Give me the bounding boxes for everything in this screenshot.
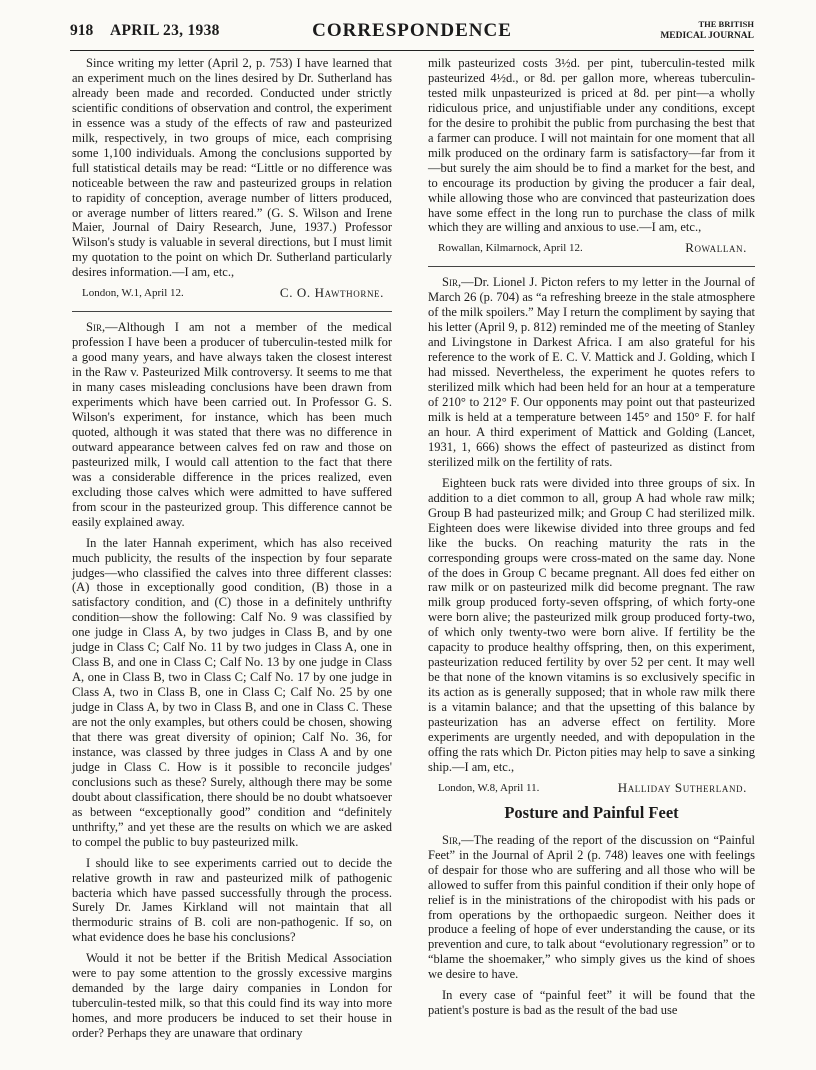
salutation: Sir,	[86, 320, 106, 335]
journal-name	[660, 18, 754, 42]
signature	[72, 286, 392, 301]
signature-name: Rowallan.	[685, 240, 747, 256]
signature	[428, 781, 755, 796]
journal-name-line2: MEDICAL JOURNAL	[660, 31, 754, 41]
page-header	[70, 14, 754, 51]
letter-paragraph: Eighteen buck rats were divided into three groups of six. In addition to a diet common to all, group A had whole raw milk; Group B had pasteurized milk; and Group C had sterilized milk. Eighteen does were likewise divided into three groups and fed like the bucks. On reaching maturity the rats in the corresponding groups were cross-mated on the same day. None of the does in Group C became pregnant. All does fed either on raw milk or on pasteurized milk did become pregnant. The raw milk group produced forty-seven offspring, of which forty-one were born alive; the pasteurized milk group produced forty-two, of which only twenty-two were born alive. If fertility be the capacity to produce healthy offspring, then, on this experiment, pasteurization reduced fertility by over 52 per cent. It may well be that none of the known vitamins is so exclusively specific in its action as is generally supposed; that in whole raw milk there is a vitamin balance; and that the upsetting of this balance by pasteurization has an adverse effect on fertility. More experiments are urgently needed, and with depopulation in the offing the rats which Dr. Picton pities may help to save a sinking ship.—I am, etc.,	[428, 475, 755, 774]
left-column	[72, 56, 392, 1047]
letter-paragraph: Would it not be better if the British Medical Association were to pay some attention to the grossly excessive margins demanded by the large dairy companies in London for tuberculin-tested milk, so that this could find its way into more homes, and more producers be induced to set their house in order? Perhaps they are unaware that ordinary	[72, 951, 392, 1041]
letter-paragraph: In every case of “painful feet” it will be found that the patient's posture is bad as the result of the bad use	[428, 988, 755, 1018]
letter-paragraph: milk pasteurized costs 3½d. per pint, tuberculin-tested milk pasteurized 4½d., or 8d. per gallon more, whereas tuberculin-tested milk unpasteurized is priced at 8d. per pint—a wholly ridiculous price, and unjustifiable under any conditions, except for the desire to prohibit the public from purchasing the best that a farmer can produce. I will not maintain for one moment that all milk produced on the ordinary farm is satisfactory—far from it—but surely the aim should be to find a market for the best, and to encourage its production by giving the producer a fair deal, while allowing those who are convinced that pasteurization does have some effect in the long run to purchase the class of milk which they are willing and anxious to use.—I am, etc.,	[428, 56, 755, 235]
letter-paragraph	[428, 275, 755, 469]
signature-place: London, W.1, April 12.	[82, 287, 184, 300]
letter-paragraph	[428, 833, 755, 983]
letter-paragraph: I should like to see experiments carried out to decide the relative growth in raw and pasteurized milk of pathogenic bacteria which have passed successfully through the process. Surely Dr. James Kirkland will not maintain that all thermoduric strains of B. coli are non-pathogenic. If so, on what evidence does he base his conclusions?	[72, 855, 392, 945]
letter-paragraph	[72, 320, 392, 529]
signature-name: C. O. Hawthorne.	[279, 285, 384, 301]
letter-paragraph: In the later Hannah experiment, which has also received much publicity, the results of the inspection by four separate judges—who classified the calves into three different classes: (A) those in exceptionally good condition, (B) those in a satisfactory condition, and (C) those in a definitely unthrifty condition—show the following: Calf No. 9 was classified by one judge in Class A, by two judges in Class B, and by one judge in Class C; Calf No. 11 by two judges in Class A, one in Class B, and one in Class C; Calf No. 13 by one judge in Class A, one in Class B, two in Class C; Calf No. 17 by one judge in Class A, two in Class B, one in Class C; Calf No. 25 by one judge in Class A, by two in Class B, and one in Class C. These are not the only examples, but others could be chosen, showing that there was great diversity of opinion; Calf No. 36, for instance, was classed by three judges in Class A and by one judge in Class C. How is it possible to reconcile judges' conclusions such as these? Surely, although there may be some doubt about classification, there should be no doubt whatsoever as between “exceptionally good” condition and “definitely unthrifty,” and yet these are the results on which we are asked to compel the public to buy pasteurized milk.	[72, 535, 392, 849]
letter-paragraph: Since writing my letter (April 2, p. 753) I have learned that an experiment much on the lines desired by Dr. Sutherland has already been made and recorded. Conducted under strictly scientific conditions of observation and control, the experiment in essence was a study of the effects of raw and pasteurized milk, respectively, in two groups of mice, each comprising some 1,100 individuals. Among the conclusions supported by full statistical details may be read: “Little or no difference was noticeable between the raw and pasteurized groups in relation to rapidity of conception, average number of litters produced, or average number of litters reared.” (G. S. Wilson and Irene Maier, Journal of Dairy Research, June, 1937.) Professor Wilson's study is valuable in several directions, but I must limit my quotation to the point on which Dr. Sutherland particularly desires information.—I am, etc.,	[72, 56, 392, 280]
issue-date: APRIL 23, 1938	[110, 22, 220, 39]
letter-text: —Dr. Lionel J. Picton refers to my letter in the Journal of March 26 (p. 704) as “a refreshing breeze in the stale atmosphere of the milk spoilers.” May I return the compliment by saying that his letter (April 9, p. 812) reminded me of the meeting of Stanley and Livingstone in Darkest Africa. I am also grateful for his reference to the work of E. C. V. Mattick and J. Golding, which I had missed. Nevertheless, the experiment he quotes refers to sterilized milk which had been held for an hour at a temperature of 210° to 212° F. Our opponents may point out that pasteurized milk is held at a temperature between 145° and 150° F. for half an hour. A third experiment of Mattick and Golding (Lancet, 1931, 1, 666) shows the effect of pasteurized as distinct from sterilized milk on the fertility of rats.	[428, 275, 755, 469]
salutation: Sir,	[442, 832, 462, 847]
page-number: 918	[70, 22, 94, 39]
journal-name-line1: THE BRITISH	[698, 19, 754, 29]
signature-place: Rowallan, Kilmarnock, April 12.	[438, 242, 583, 255]
section-title: CORRESPONDENCE	[312, 20, 512, 41]
letter-text: —Although I am not a member of the medical profession I have been a producer of tuberculin-tested milk for a good many years, and have always taken the closest interest in the Raw v. Pasteurized Milk controversy. It seems to me that in many cases misleading conclusions have been drawn from experiments which have been carried out. In Professor G. S. Wilson's experiment, for instance, which has been much quoted, although it was stated that there was no difference in outward appearance between calves fed on raw and those on pasteurized milk, I would call attention to the fact that there was a considerable difference in the prices realized, even excluding those calves which were admitted to have suffered from scour in the pasteurized group. This difference cannot be easily explained away.	[72, 320, 392, 529]
letter-divider	[428, 266, 755, 267]
signature-place: London, W.8, April 11.	[438, 781, 540, 794]
letter-text: —The reading of the report of the discussion on “Painful Feet” in the Journal of April 2 (p. 748) leaves one with feelings of despair for those who are suffering and all those who will be allowed to suffer from this painful condition if their only hope of relief is in the ministrations of the chiropodist with his pads or from operations by the orthopaedic surgeon. Neither does it produce a feeling of hope of ever understanding the cause, or its prevention and cure, to talk about “evolutionary regression” or to “blame the shoemaker,” who simply gives us the kind of shoes we desire to have.	[428, 832, 755, 982]
right-column	[428, 56, 755, 1024]
signature	[428, 241, 755, 256]
signature-name: Halliday Sutherland.	[617, 779, 747, 795]
salutation: Sir,	[442, 275, 462, 290]
letter-divider	[72, 311, 392, 312]
article-heading: Posture and Painful Feet	[504, 802, 679, 822]
